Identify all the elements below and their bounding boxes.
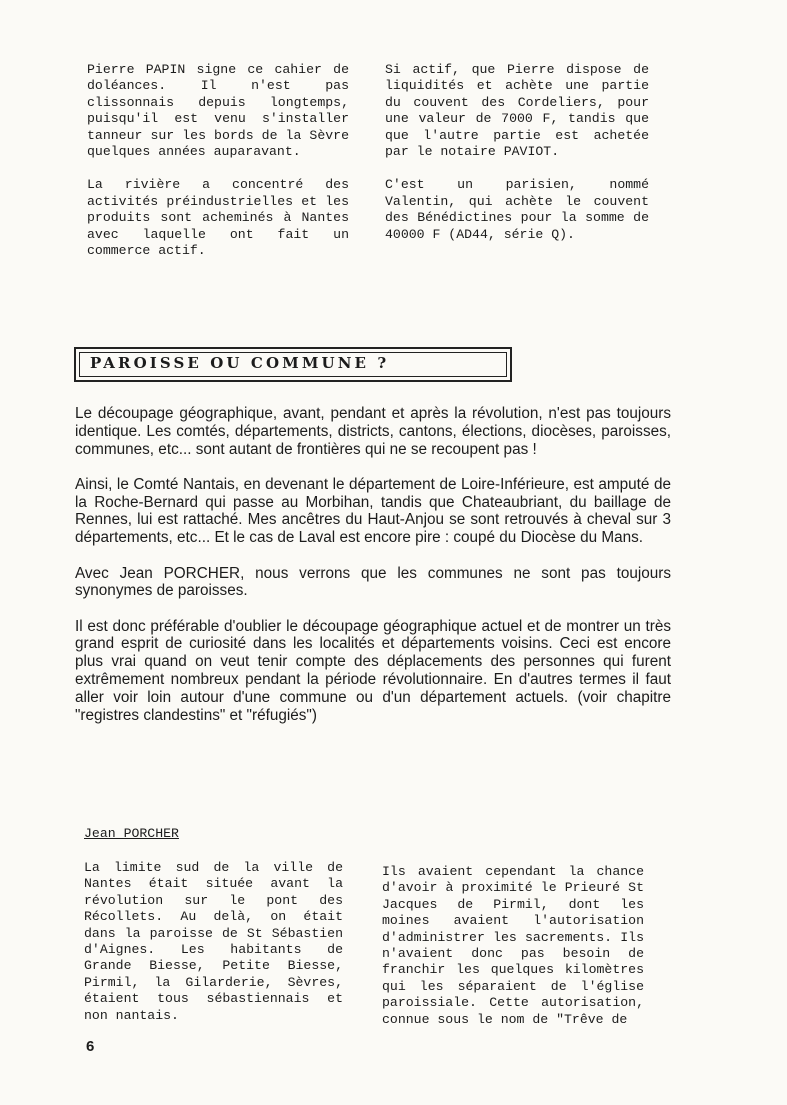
section-title-box: [74, 347, 512, 382]
subsection-heading: Jean PORCHER: [84, 826, 179, 841]
paragraph: Ainsi, le Comté Nantais, en devenant le département de Loire-Inférieure, est amputé de la Roche-Bernard qui passe au Morbihan, tandis que Chateaubriant, du baillage de Rennes, lui est rattaché. Mes ancêtres du Haut-Anjou se sont retrouvés à cheval sur 3 départements, etc... Et le cas de Laval est encore pire : coupé du Diocèse du Mans.: [75, 475, 671, 547]
paragraph: C'est un parisien, nommé Valentin, qui achète le couvent des Bénédictines pour la somme de 40000 F (AD44, série Q).: [385, 177, 649, 242]
bottom-left-column: [84, 860, 343, 1041]
top-left-column: [87, 62, 349, 276]
paragraph: Si actif, que Pierre dispose de liquidités et achète une partie du couvent des Cordeliers, pour une valeur de 7000 F, tandis que que l'autre partie est achetée par le notaire PAVIOT.: [385, 62, 649, 160]
main-body-text: [75, 405, 671, 742]
paragraph: Le découpage géographique, avant, pendant et après la révolution, n'est pas toujours identique. Les comtés, départements, districts, cantons, élections, diocèses, paroisses, communes, etc... sont autant de frontières qui ne se recoupent pas !: [75, 405, 671, 458]
page-number: 6: [86, 1038, 95, 1055]
paragraph: La rivière a concentré des activités préindustrielles et les produits sont acheminés à Nantes avec laquelle ont fait un commerce actif.: [87, 177, 349, 259]
paragraph: Il est donc préférable d'oublier le découpage géographique actuel et de montrer un très grand esprit de curiosité dans les localités et départements voisins. Ceci est encore plus vrai quand on veut tenir compte des déplacements des personnes qui furent extrêmement nombreux pendant la période révolutionnaire. En d'autres termes il faut aller voir loin autour d'une commune ou d'un département actuels. (voir chapitre "registres clandestins" et "réfugiés"): [75, 617, 671, 724]
paragraph: Ils avaient cependant la chance d'avoir à proximité le Prieuré St Jacques de Pirmil, dont les moines avaient l'autorisation d'administrer les sacrements. Ils n'avaient donc pas besoin de franchir les quelques kilomètres qui les séparaient de l'église paroissiale. Cette autorisation, connue sous le nom de "Trêve de: [382, 864, 644, 1027]
paragraph: La limite sud de la ville de Nantes était située avant la révolution sur le pont des Récollets. Au delà, on était dans la paroisse de St Sébastien d'Aignes. Les habitants de Grande Biesse, Petite Biesse, Pirmil, la Gilarderie, Sèvres, étaient tous sébastiennais et non nantais.: [84, 860, 343, 1023]
section-title: PAROISSE OU COMMUNE ?: [90, 354, 390, 372]
bottom-right-column: [382, 864, 644, 1045]
paragraph: Avec Jean PORCHER, nous verrons que les communes ne sont pas toujours synonymes de paroisses.: [75, 564, 671, 600]
top-right-column: [385, 62, 649, 260]
paragraph: Pierre PAPIN signe ce cahier de doléances. Il n'est pas clissonnais depuis longtemps, puisqu'il est venu s'installer tanneur sur les bords de la Sèvre quelques années auparavant.: [87, 62, 349, 160]
